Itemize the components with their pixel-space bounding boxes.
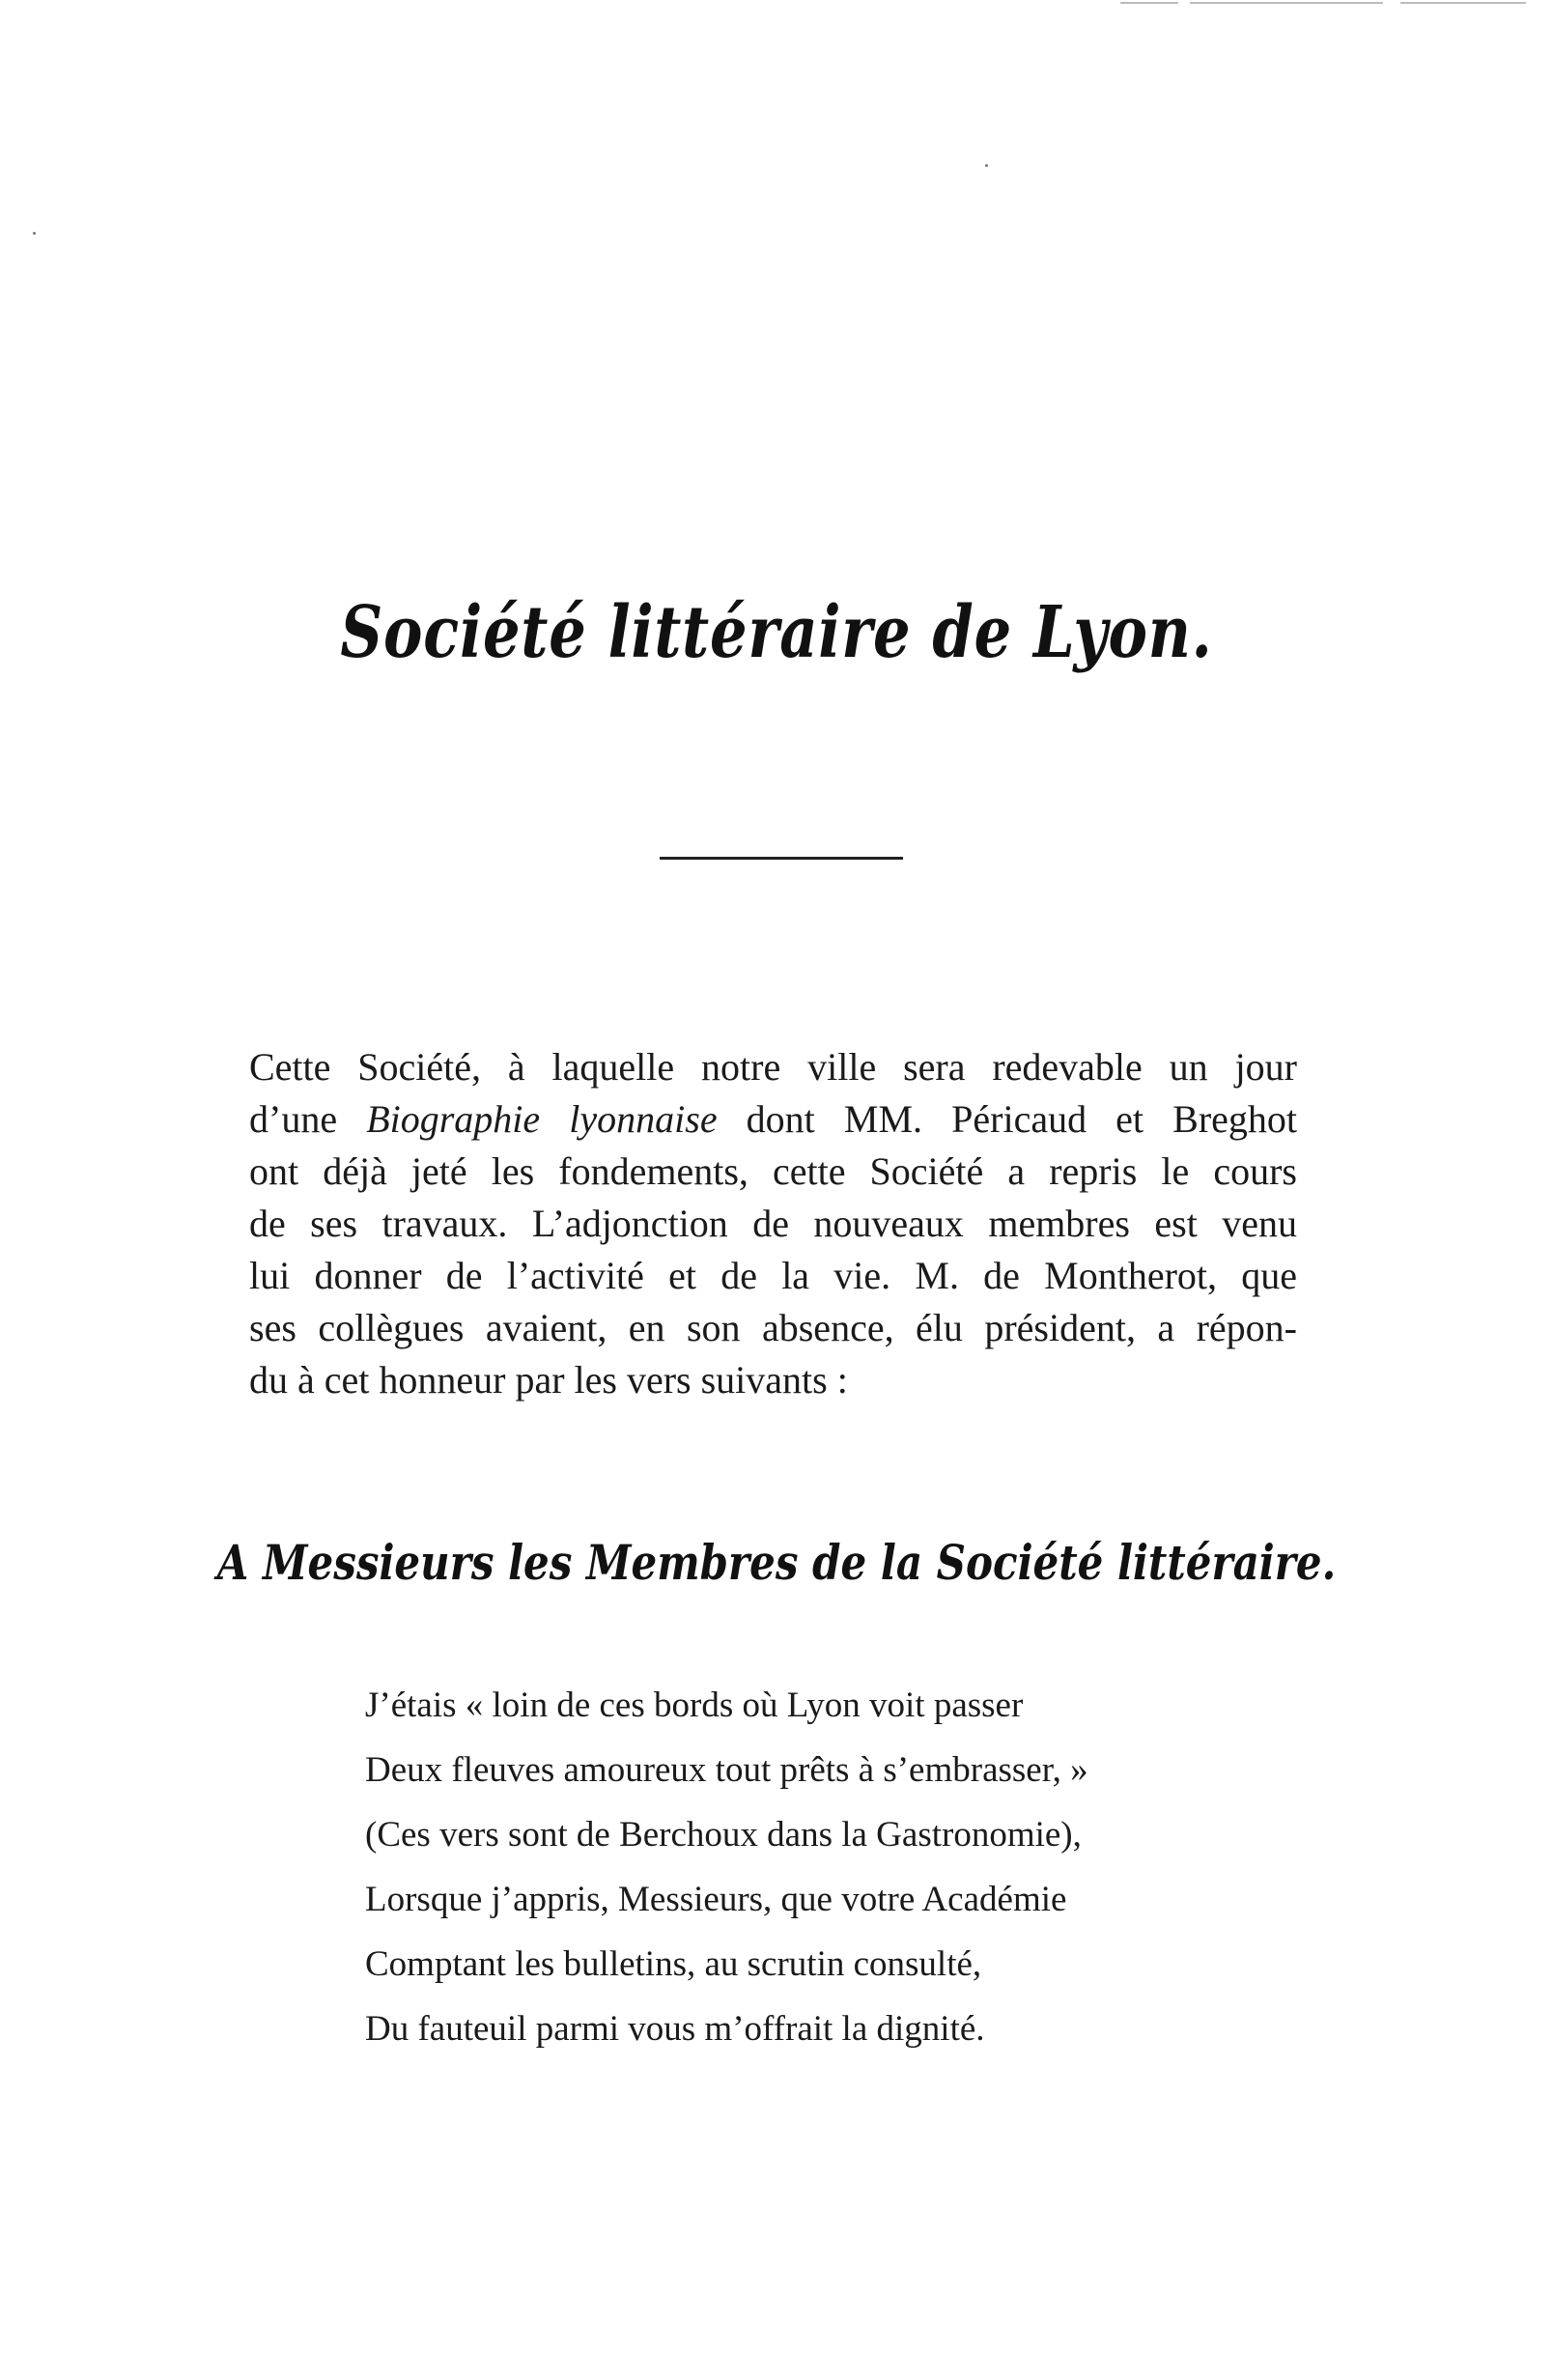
verse-line: (Ces vers sont de Berchoux dans la Gastronomie), <box>365 1815 1082 1855</box>
intro-paragraph <box>249 1041 1297 1406</box>
verse-line: Deux fleuves amoureux tout prêts à s’embrasser, » <box>365 1750 1088 1790</box>
book-title-italic: Biographie lyonnaise <box>366 1097 718 1141</box>
scan-edge-mark <box>1400 2 1526 4</box>
scan-edge-mark <box>1190 2 1383 4</box>
paper-speck <box>33 232 36 235</box>
scan-edge-mark <box>1120 2 1178 4</box>
paragraph-line: ont déjà jeté les fondements, cette Société a repris le cours <box>249 1149 1297 1193</box>
verse-line: Lorsque j’appris, Messieurs, que votre Académie <box>365 1880 1067 1919</box>
verse-line: Du fauteuil parmi vous m’offrait la dignité. <box>365 2009 985 2049</box>
paragraph-line: Cette Société, à laquelle notre ville sera redevable un jour <box>249 1045 1297 1089</box>
paragraph-line: du à cet honneur par les vers suivants : <box>249 1358 848 1402</box>
poem-title: A Messieurs les Membres de la Société littéraire. <box>216 1534 1337 1591</box>
verse-line: J’étais « loin de ces bords où Lyon voit passer <box>365 1686 1024 1725</box>
paragraph-line: de ses travaux. L’adjonction de nouveaux membres est venu <box>249 1202 1297 1245</box>
paragraph-line: d’une Biographie lyonnaise dont MM. Péricaud et Breghot <box>249 1097 1298 1141</box>
poem-stanza <box>365 1673 1088 2061</box>
section-title: Société littéraire de Lyon. <box>340 591 1213 674</box>
title-divider <box>660 857 903 860</box>
paragraph-line: lui donner de l’activité et de la vie. M. de Montherot, que <box>249 1254 1297 1297</box>
paper-speck <box>985 164 988 167</box>
verse-line: Comptant les bulletins, au scrutin consulté, <box>365 1944 982 1984</box>
paragraph-line: ses collègues avaient, en son absence, élu président, a répon- <box>249 1306 1297 1349</box>
